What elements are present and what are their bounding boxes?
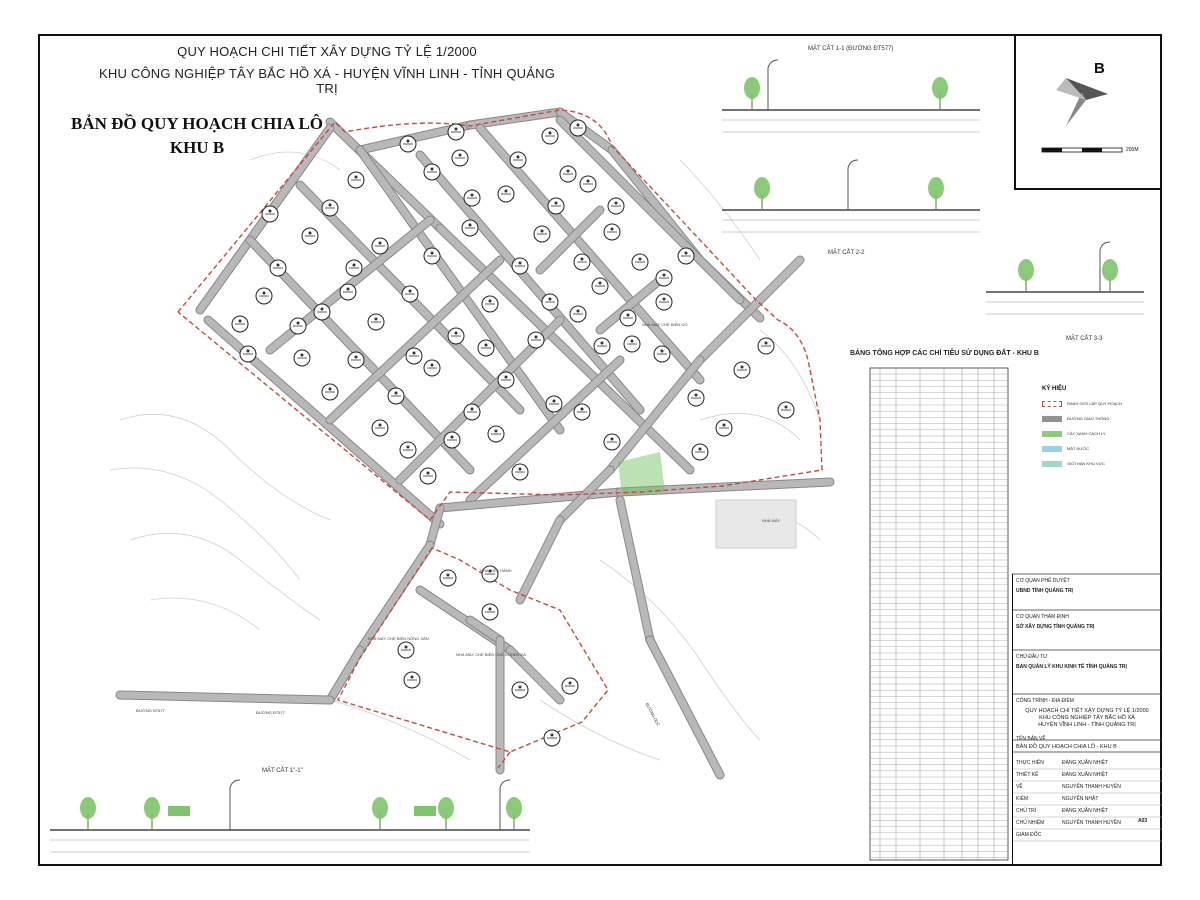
lot-marker-42 — [348, 352, 364, 368]
lot-dot — [569, 682, 572, 685]
lot-marker-9 — [322, 200, 338, 216]
lot-dot — [599, 282, 602, 285]
staff-role: THỰC HIỆN — [1016, 760, 1044, 766]
road-29 — [330, 650, 360, 700]
lot-dot — [379, 242, 382, 245]
road-28 — [360, 545, 430, 650]
lot-dot — [353, 264, 356, 267]
lot-dot — [269, 210, 272, 213]
lot-marker-19 — [346, 260, 362, 276]
lot-dot — [431, 252, 434, 255]
lot-dot — [741, 366, 744, 369]
map-zone-title: KHU B — [169, 138, 225, 157]
lot-dot — [459, 154, 462, 157]
appraise-name: SỞ XÂY DỰNG TỈNH QUẢNG TRỊ — [1016, 624, 1095, 630]
lot-dot — [451, 436, 454, 439]
lot-dot — [615, 202, 618, 205]
staff-name: NGUYỄN THANH HUYỀN — [1062, 784, 1121, 790]
lot-marker-13 — [464, 190, 480, 206]
lot-marker-76 — [404, 672, 420, 688]
section-1-1-label: MẶT CẮT 1-1 (ĐƯỜNG ĐT577) — [808, 46, 894, 52]
lot-dot — [277, 264, 280, 267]
lot-dot — [407, 140, 410, 143]
lot-marker-7 — [560, 166, 576, 182]
lot-dot — [587, 180, 590, 183]
contour-line-3 — [150, 598, 260, 630]
lot-dot — [329, 388, 332, 391]
map-label-factory-2: NHÀ MÁY CHẾ BIẾN CHÈ ĐI BIỂN ĐÀ — [456, 652, 526, 657]
lot-marker-30 — [632, 254, 648, 270]
lot-marker-66 — [604, 434, 620, 450]
sheet-number: A03 — [1138, 818, 1148, 824]
staff-row — [1016, 832, 1158, 839]
lot-marker-50 — [424, 360, 440, 376]
lot-dot — [409, 290, 412, 293]
drawing-label: TÊN BẢN VẼ — [1016, 736, 1046, 742]
lot-dot — [411, 676, 414, 679]
limit-swatch — [1042, 461, 1062, 467]
map-label-office: NHÀ ĐIỀU HÀNH — [480, 568, 512, 573]
lot-dot — [395, 392, 398, 395]
lot-marker-54 — [388, 388, 404, 404]
road-network — [120, 112, 830, 775]
lot-dot — [471, 194, 474, 197]
section-4-lamp-0 — [230, 780, 240, 830]
lot-dot — [663, 298, 666, 301]
lot-marker-34 — [368, 314, 384, 330]
lot-dot — [785, 406, 788, 409]
lot-dot — [685, 252, 688, 255]
staff-name: NGUYỄN THANH HUYỀN — [1062, 820, 1121, 826]
approve-name: UBND TỈNH QUẢNG TRỊ — [1016, 588, 1073, 594]
lot-marker-44 — [478, 340, 494, 356]
lot-dot — [553, 400, 556, 403]
lot-marker-39 — [542, 294, 558, 310]
staff-row — [1016, 760, 1158, 767]
lot-dot — [379, 424, 382, 427]
lot-dot — [505, 376, 508, 379]
contour-line-11 — [330, 700, 470, 760]
lot-marker-74 — [482, 604, 498, 620]
project-line-2: KHU CÔNG NGHIỆP TÂY BẮC HỒ XÁ — [1039, 715, 1135, 721]
lot-dot — [699, 448, 702, 451]
road-12 — [560, 120, 740, 300]
lot-marker-77 — [562, 678, 578, 694]
lot-marker-49 — [322, 384, 338, 400]
lot-dot — [765, 342, 768, 345]
compass-frame — [1014, 34, 1162, 190]
staff-row — [1016, 808, 1158, 815]
lot-dot — [413, 352, 416, 355]
street-label-dt577-2: ĐƯỜNG ĐT577 — [256, 710, 285, 715]
lot-dot — [485, 344, 488, 347]
section-1-tree-1-crown — [932, 77, 948, 99]
lot-marker-3 — [570, 120, 586, 136]
lot-marker-78 — [544, 730, 560, 746]
lot-marker-16 — [372, 238, 388, 254]
lot-marker-20 — [424, 248, 440, 264]
lot-marker-11 — [498, 186, 514, 202]
lot-dot — [495, 430, 498, 433]
lot-dot — [447, 574, 450, 577]
lot-dot — [407, 446, 410, 449]
green-swatch — [1042, 431, 1062, 437]
lot-dot — [535, 336, 538, 339]
section-4-tree-3-crown — [438, 797, 454, 819]
road-30 — [120, 695, 330, 700]
project-label: CÔNG TRÌNH - ĐỊA ĐIỂM — [1016, 698, 1074, 704]
lot-dot — [247, 350, 250, 353]
section-2-tree-0-crown — [754, 177, 770, 199]
staff-row — [1016, 784, 1158, 791]
lot-dot — [581, 258, 584, 261]
staff-name: NGUYỄN NHẬT — [1062, 796, 1099, 802]
project-line-1: QUY HOẠCH CHI TIẾT XÂY DỰNG TỶ LỆ 1/2000 — [1025, 708, 1149, 714]
legend-item-water: MẶT NƯỚC — [1042, 441, 1160, 456]
lot-marker-59 — [688, 390, 704, 406]
lot-dot — [355, 176, 358, 179]
lot-marker-69 — [778, 402, 794, 418]
staff-role: THIẾT KẾ — [1016, 772, 1039, 778]
lot-dot — [297, 322, 300, 325]
lot-dot — [555, 202, 558, 205]
legend-item-road: ĐƯỜNG GIAO THÔNG — [1042, 411, 1160, 426]
lot-marker-35 — [656, 270, 672, 286]
lot-dot — [263, 292, 266, 295]
contour-line-6 — [600, 560, 760, 740]
lot-marker-10 — [262, 206, 278, 222]
section-3-tree-1-crown — [1102, 259, 1118, 281]
lot-marker-70 — [420, 468, 436, 484]
lot-dot — [471, 408, 474, 411]
lot-dot — [567, 170, 570, 173]
lot-marker-14 — [548, 198, 564, 214]
lot-dot — [309, 232, 312, 235]
section-2-lamp-0 — [848, 160, 858, 210]
lot-marker-1 — [400, 136, 416, 152]
lot-dot — [601, 342, 604, 345]
map-label-wood: NHÀ MÁY CHẾ BIẾN GỖ — [642, 322, 688, 327]
lot-marker-4 — [452, 150, 468, 166]
road-swatch — [1042, 416, 1062, 422]
lot-marker-60 — [758, 338, 774, 354]
lot-marker-72 — [440, 570, 456, 586]
road-1 — [440, 228, 690, 470]
lot-marker-12 — [580, 176, 596, 192]
staff-name: ĐÀNG XUÂN NHIỆT — [1062, 760, 1109, 766]
section-4-tree-4-crown — [506, 797, 522, 819]
lot-dot — [551, 734, 554, 737]
boundary-line-1 — [338, 548, 608, 752]
lot-marker-62 — [444, 432, 460, 448]
lot-dot — [427, 472, 430, 475]
scale-bar-label: 200M — [1126, 147, 1139, 153]
lot-marker-15 — [608, 198, 624, 214]
lot-dot — [431, 364, 434, 367]
lot-dot — [631, 340, 634, 343]
lot-dot — [489, 608, 492, 611]
drawing-name: BẢN ĐỒ QUY HOẠCH CHIA LÔ - KHU B — [1016, 744, 1117, 750]
legend-item-boundary: RANH GIỚI LẬP QUY HOẠCH — [1042, 396, 1160, 411]
terrain-contours — [110, 152, 820, 760]
section-4-tree-2-crown — [372, 797, 388, 819]
road-32 — [650, 640, 720, 775]
lot-dot — [541, 230, 544, 233]
lot-dot — [723, 424, 726, 427]
lot-marker-65 — [574, 404, 590, 420]
lot-marker-64 — [400, 442, 416, 458]
lot-dot — [347, 288, 350, 291]
section-2-tree-1-crown — [928, 177, 944, 199]
road-26 — [520, 520, 560, 600]
lot-marker-22 — [534, 226, 550, 242]
map-title: BẢN ĐỒ QUY HOẠCH CHIA LÔ — [70, 114, 324, 133]
project-name — [1016, 708, 1158, 729]
staff-role: KIỂM — [1016, 796, 1029, 802]
lot-dot — [431, 168, 434, 171]
street-label-vertical: ĐƯỜNG DỌC — [644, 701, 662, 728]
lot-marker-46 — [620, 310, 636, 326]
lot-marker-47 — [570, 306, 586, 322]
lot-dot — [517, 156, 520, 159]
lot-marker-28 — [512, 258, 528, 274]
lot-dot — [321, 308, 324, 311]
lot-dot — [489, 300, 492, 303]
lot-dot — [505, 190, 508, 193]
lot-marker-17 — [302, 228, 318, 244]
lot-dot — [627, 314, 630, 317]
section-4-shrub-1 — [168, 806, 190, 816]
lot-marker-27 — [340, 284, 356, 300]
lot-dot — [455, 128, 458, 131]
lot-marker-67 — [716, 420, 732, 436]
contour-line-1 — [110, 468, 300, 580]
contour-line-2 — [130, 533, 320, 620]
lot-dot — [375, 318, 378, 321]
lot-marker-23 — [604, 224, 620, 240]
staff-name: ĐÀNG XUÂN NHIỆT — [1062, 772, 1109, 778]
lot-marker-5 — [510, 152, 526, 168]
lot-dot — [549, 132, 552, 135]
section-1-lamp-0 — [768, 60, 778, 110]
section-1b-label: MẶT CẮT 1"-1" — [262, 768, 303, 774]
lot-marker-6 — [424, 164, 440, 180]
street-label-dt577: ĐƯỜNG ĐT577 — [136, 708, 165, 713]
lot-marker-31 — [290, 318, 306, 334]
legend-item-green: CÂY XANH CÁCH LY — [1042, 426, 1160, 441]
lot-dot — [239, 320, 242, 323]
lot-dot — [577, 310, 580, 313]
lot-marker-68 — [692, 444, 708, 460]
lot-dot — [455, 332, 458, 335]
lot-dot — [639, 258, 642, 261]
lot-marker-36 — [240, 346, 256, 362]
land-use-table-title: BẢNG TỔNG HỢP CÁC CHỈ TIÊU SỬ DỤNG ĐẤT - KHU B — [850, 350, 1039, 357]
lot-marker-56 — [464, 404, 480, 420]
lot-dot — [695, 394, 698, 397]
lot-marker-48 — [656, 294, 672, 310]
lot-dot — [611, 228, 614, 231]
lot-marker-53 — [594, 338, 610, 354]
boundary-swatch — [1042, 401, 1062, 407]
lot-dot — [519, 262, 522, 265]
lot-dot — [329, 204, 332, 207]
lot-dot — [611, 438, 614, 441]
map-label-factory: NHÀ MÁY — [762, 518, 781, 523]
staff-row — [1016, 820, 1158, 827]
lot-dot — [469, 224, 472, 227]
lot-marker-0 — [448, 124, 464, 140]
staff-name: ĐÀNG XUÂN NHIỆT — [1062, 808, 1109, 814]
lot-marker-61 — [734, 362, 750, 378]
lot-marker-52 — [624, 336, 640, 352]
lot-dot — [577, 124, 580, 127]
investor-name: BAN QUẢN LÝ KHU KINH TẾ TỈNH QUẢNG TRỊ — [1016, 664, 1127, 670]
staff-role: GIÁM ĐỐC — [1016, 832, 1042, 838]
lot-marker-75 — [398, 642, 414, 658]
contour-line-7 — [540, 700, 660, 760]
staff-role: VẼ — [1016, 784, 1023, 790]
project-line-3: HUYỆN VĨNH LINH - TỈNH QUẢNG TRỊ — [1038, 722, 1136, 728]
investor-org: CHỦ ĐẦU TƯ — [1016, 654, 1048, 660]
lot-marker-37 — [448, 328, 464, 344]
staff-row — [1016, 796, 1158, 803]
section-4-tree-0-crown — [80, 797, 96, 819]
lot-marker-43 — [406, 348, 422, 364]
lot-dot — [661, 350, 664, 353]
section-4-tree-1-crown — [144, 797, 160, 819]
section-1-tree-0-crown — [744, 77, 760, 99]
plan-title: QUY HOẠCH CHI TIẾT XÂY DỰNG TỶ LỆ 1/2000 — [177, 44, 477, 59]
north-block-letter: B — [1094, 60, 1105, 77]
lot-marker-32 — [232, 316, 248, 332]
lot-dot — [405, 646, 408, 649]
staff-role: CHỦ NHIỆM — [1016, 820, 1045, 826]
lot-marker-29 — [574, 254, 590, 270]
lot-marker-8 — [348, 172, 364, 188]
lot-marker-63 — [488, 426, 504, 442]
section-2-2-label: MẶT CẮT 2-2 — [828, 250, 865, 256]
legend-title: KÝ HIỆU — [1042, 386, 1067, 392]
lot-dot — [355, 356, 358, 359]
lot-marker-40 — [592, 278, 608, 294]
lot-marker-2 — [542, 128, 558, 144]
staff-role: CHỦ TRÌ — [1016, 808, 1037, 814]
lot-marker-26 — [402, 286, 418, 302]
legend — [1042, 386, 1160, 471]
approve-org: CƠ QUAN PHÊ DUYỆT — [1016, 578, 1070, 584]
lot-dot — [519, 686, 522, 689]
lot-dot — [581, 408, 584, 411]
staff-row — [1016, 772, 1158, 779]
lot-marker-57 — [546, 396, 562, 412]
lot-marker-21 — [462, 220, 478, 236]
factory-block — [716, 500, 796, 548]
lot-marker-79 — [512, 682, 528, 698]
boundary-line-0 — [178, 110, 822, 520]
lot-marker-41 — [294, 350, 310, 366]
appraise-org: CƠ QUAN THẨM ĐỊNH — [1016, 614, 1069, 620]
lot-marker-38 — [482, 296, 498, 312]
lot-dot — [519, 468, 522, 471]
lot-marker-55 — [372, 420, 388, 436]
legend-item-limit: GIỚI HẠN KHU VỰC — [1042, 456, 1160, 471]
lot-marker-33 — [314, 304, 330, 320]
lot-marker-25 — [256, 288, 272, 304]
map-label-agri: NHÀ MÁY CHẾ BIẾN NÔNG SẢN — [368, 636, 429, 641]
lot-marker-58 — [654, 346, 670, 362]
table-frame — [870, 368, 1008, 860]
lot-marker-45 — [528, 332, 544, 348]
section-3-3-label: MẶT CẮT 3-3 — [1066, 336, 1103, 342]
section-4-shrub-2 — [414, 806, 436, 816]
lot-marker-71 — [512, 464, 528, 480]
lot-marker-51 — [498, 372, 514, 388]
lot-marker-18 — [270, 260, 286, 276]
lot-dot — [301, 354, 304, 357]
lot-dot — [549, 298, 552, 301]
lot-dot — [663, 274, 666, 277]
section-3-tree-0-crown — [1018, 259, 1034, 281]
road-31 — [620, 500, 650, 640]
water-swatch — [1042, 446, 1062, 452]
plan-subtitle: KHU CÔNG NGHIỆP TÂY BẮC HỒ XÁ - HUYỆN VĨNH LINH - TỈNH QUẢNG TRỊ — [99, 66, 555, 96]
lot-marker-24 — [678, 248, 694, 264]
